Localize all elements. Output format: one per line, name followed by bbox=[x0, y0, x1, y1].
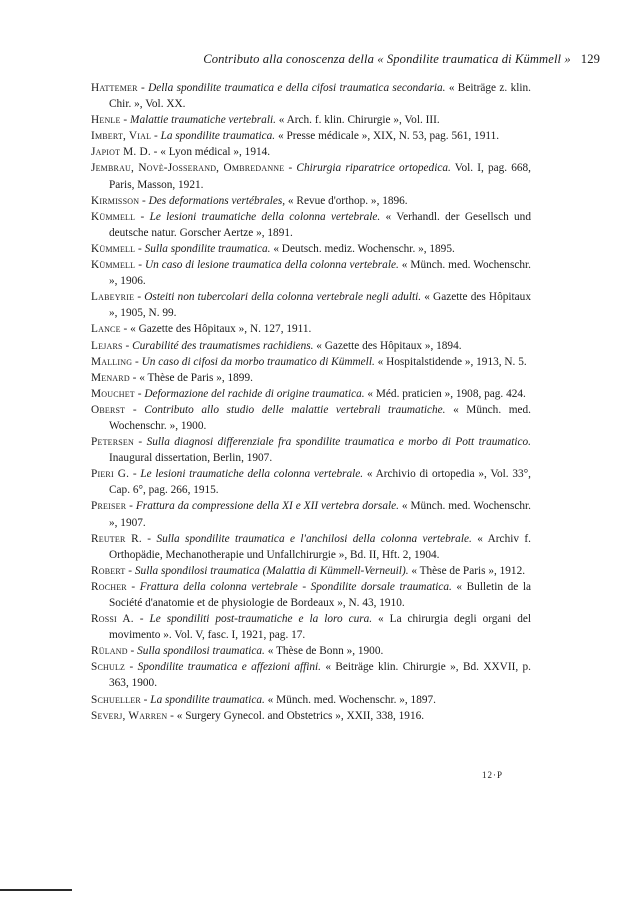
reference-entry bbox=[91, 160, 531, 192]
reference-title: Un caso di lesione traumatica della colonna vertebrale. bbox=[144, 259, 399, 272]
reference-entry bbox=[91, 354, 531, 370]
reference-separator: - bbox=[132, 355, 142, 368]
reference-separator: - bbox=[129, 371, 140, 384]
reference-title: Osteiti non tubercolari della colonna vertebrale negli adulti. bbox=[144, 291, 422, 304]
reference-separator: - bbox=[140, 693, 151, 706]
reference-entry bbox=[91, 386, 531, 402]
reference-separator: - bbox=[141, 532, 157, 545]
signature-mark: 12·P bbox=[482, 770, 504, 780]
reference-source: « Münch. med. Wochenschr. », 1900. bbox=[109, 403, 532, 432]
reference-author: Reuter R. bbox=[91, 532, 142, 545]
reference-source: « Hospitalstidende », 1913, N. 5. bbox=[374, 355, 527, 368]
reference-entry bbox=[91, 402, 531, 434]
reference-source: « Beiträge z. klin. Chir. », Vol. XX. bbox=[109, 82, 532, 111]
reference-title: Curabilité des traumatismes rachidiens. bbox=[132, 339, 314, 352]
reference-source: Inaugural dissertation, Berlin, 1907. bbox=[109, 452, 273, 465]
reference-source: « Gazette des Hôpitaux », 1894. bbox=[313, 339, 462, 352]
reference-entry bbox=[91, 466, 531, 498]
running-header bbox=[0, 52, 600, 67]
reference-source: « Archiv f. Orthopädie, Mechanotherapie und Unfallchirurgie », Bd. II, Hft. 2, 1904. bbox=[109, 532, 531, 561]
reference-source: Vol. I, pag. 668, Paris, Masson, 1921. bbox=[109, 162, 531, 191]
reference-source: « Arch. f. klin. Chirurgie », Vol. III. bbox=[275, 114, 440, 127]
reference-separator: - bbox=[134, 436, 147, 449]
reference-entry bbox=[91, 531, 531, 563]
reference-title: Sulla spondilite traumatica e l'anchilosi della colonna vertebrale. bbox=[156, 532, 472, 545]
reference-entry bbox=[91, 112, 531, 128]
reference-separator: - bbox=[167, 709, 177, 722]
reference-author: Preiser bbox=[91, 500, 127, 513]
reference-source: « Gazette des Hôpitaux », 1905, N. 99. bbox=[109, 291, 531, 320]
page-number: 129 bbox=[580, 52, 600, 66]
reference-author: Pieri G. bbox=[91, 468, 130, 481]
reference-author: Kümmell bbox=[91, 242, 136, 255]
reference-separator: - bbox=[125, 403, 145, 416]
reference-entry bbox=[91, 659, 531, 691]
reference-author: Jembrau, Novè-Josserand, Ombredanne bbox=[91, 162, 285, 175]
reference-entry bbox=[91, 434, 531, 466]
reference-source: « Bulletin de la Société d'anatomie et de physiologie de Bordeaux », N. 43, 1910. bbox=[109, 580, 531, 609]
reference-separator: - bbox=[139, 194, 149, 207]
reference-author: Petersen bbox=[91, 436, 134, 449]
reference-author: Mouchet bbox=[91, 387, 135, 400]
reference-entry bbox=[91, 289, 531, 321]
reference-title: Frattura della colonna vertebrale - Spondilite dorsale traumatica. bbox=[139, 580, 452, 593]
reference-title: La spondilite traumatica. bbox=[160, 130, 276, 143]
reference-separator: - bbox=[134, 387, 145, 400]
reference-title: Sulla spondilosi traumatica (Malattia di Kümmell-Verneuil). bbox=[134, 564, 409, 577]
reference-separator: - bbox=[125, 661, 138, 674]
reference-title: Le lesioni traumatiche della colonna vertebrale. bbox=[149, 210, 381, 223]
reference-separator: - bbox=[135, 259, 145, 272]
reference-author: Hattemer bbox=[91, 82, 138, 94]
reference-title: Le spondiliti post-traumatiche e la loro cura. bbox=[149, 613, 373, 626]
reference-author: Rossi A. bbox=[91, 613, 134, 626]
reference-separator: - bbox=[120, 114, 131, 127]
reference-author: Labeyrie bbox=[91, 291, 135, 304]
reference-entry bbox=[91, 209, 531, 241]
reference-title: Spondilite traumatica e affezioni affini. bbox=[137, 661, 322, 674]
reference-source: « La chirurgia degli organi del movimento ». Vol. V, fasc. I, 1921, pag. 17. bbox=[109, 613, 532, 642]
reference-title: Deformazione del rachide di origine traumatica. bbox=[144, 387, 365, 400]
reference-author: Menard bbox=[91, 371, 130, 384]
reference-source: « Verhandl. der Gesellsch und deutsche natur. Gorscher Aertze », 1891. bbox=[109, 210, 531, 239]
reference-entry bbox=[91, 80, 531, 112]
reference-source: « Surgery Gynecol. and Obstetrics », XXII, 338, 1916. bbox=[176, 709, 425, 722]
reference-source: « Münch. med. Wochenschr. », 1906. bbox=[109, 259, 531, 288]
reference-separator: - bbox=[120, 323, 131, 336]
reference-title: Contributo allo studio delle malattie vertebrali traumatiche. bbox=[144, 403, 446, 416]
reference-source: « Beiträge klin. Chirurgie », Bd. XXVII, p. 363, 1900. bbox=[109, 661, 531, 690]
reference-separator: - bbox=[127, 645, 138, 658]
reference-author: Severj, Warren bbox=[91, 709, 168, 722]
reference-source: « Deutsch. mediz. Wochenschr. », 1895. bbox=[270, 242, 455, 255]
reference-entry bbox=[91, 611, 531, 643]
reference-title: Chirurgia riparatrice ortopedica. bbox=[296, 162, 451, 175]
reference-separator: - bbox=[133, 613, 150, 626]
reference-separator: - bbox=[150, 146, 161, 159]
reference-entry bbox=[91, 498, 531, 530]
reference-source: « Thèse de Bonn », 1900. bbox=[264, 645, 384, 658]
reference-entry bbox=[91, 144, 531, 160]
reference-author: Kümmell bbox=[91, 259, 136, 272]
reference-author: Schueller bbox=[91, 693, 141, 706]
running-title: Contributo alla conoscenza della « Spondilite traumatica di Kümmell » bbox=[203, 52, 571, 66]
reference-source: « Münch. med. Wochenschr. », 1907. bbox=[109, 500, 531, 529]
reference-title: Le lesioni traumatiche della colonna vertebrale. bbox=[140, 468, 364, 481]
reference-title: Della spondilite traumatica e della cifosi traumatica secondaria. bbox=[148, 82, 446, 94]
reference-source: « Gazette des Hôpitaux », N. 127, 1911. bbox=[130, 323, 312, 336]
reference-entry bbox=[91, 193, 531, 209]
reference-source: « Lyon médical », 1914. bbox=[160, 146, 271, 159]
reference-author: Robert bbox=[91, 564, 126, 577]
reference-source: « Münch. med. Wochenschr. », 1897. bbox=[264, 693, 436, 706]
reference-entry bbox=[91, 128, 531, 144]
reference-entry bbox=[91, 338, 531, 354]
reference-entry bbox=[91, 579, 531, 611]
reference-author: Lance bbox=[91, 323, 121, 336]
reference-entry bbox=[91, 563, 531, 579]
reference-title: Sulla spondilosi traumatica. bbox=[137, 645, 265, 658]
reference-author: Kirmisson bbox=[91, 194, 140, 207]
reference-entry bbox=[91, 692, 531, 708]
reference-author: Imbert, Vial bbox=[91, 130, 152, 143]
reference-separator: - bbox=[126, 580, 140, 593]
reference-separator: - bbox=[125, 564, 135, 577]
reference-entry bbox=[91, 257, 531, 289]
reference-entry bbox=[91, 370, 531, 386]
reference-separator: - bbox=[122, 339, 133, 352]
reference-source: « Thèse de Paris », 1899. bbox=[139, 371, 253, 384]
reference-separator: - bbox=[129, 468, 141, 481]
reference-title: Malattie traumatiche vertebrali. bbox=[130, 114, 276, 127]
footer-rule bbox=[0, 889, 72, 891]
reference-source: « Presse médicale », XIX, N. 53, pag. 561, 1911. bbox=[275, 130, 500, 143]
reference-title: Sulla diagnosi differenziale fra spondilite traumatica e morbo di Pott traumatico. bbox=[146, 436, 531, 449]
reference-separator: - bbox=[134, 291, 145, 304]
reference-source: « Thèse de Paris », 1912. bbox=[408, 564, 526, 577]
reference-author: Rocher bbox=[91, 580, 127, 593]
reference-author: Lejars bbox=[91, 339, 123, 352]
reference-separator: - bbox=[126, 500, 136, 513]
reference-author: Rüland bbox=[91, 645, 128, 658]
reference-entry bbox=[91, 708, 531, 724]
reference-title: Sulla spondilite traumatica. bbox=[144, 242, 271, 255]
reference-title: Un caso di cifosi da morbo traumatico di Kümmell. bbox=[141, 355, 375, 368]
reference-title: Frattura da compressione della XI e XII vertebra dorsale. bbox=[135, 500, 399, 513]
reference-source: « Revue d'orthop. », 1896. bbox=[285, 194, 408, 207]
reference-separator: - bbox=[135, 210, 150, 223]
reference-author: Malling bbox=[91, 355, 133, 368]
reference-title: La spondilite traumatica. bbox=[150, 693, 265, 706]
reference-author: Japiot M. D. bbox=[91, 146, 151, 159]
reference-separator: - bbox=[137, 82, 149, 94]
reference-separator: - bbox=[151, 130, 161, 143]
reference-author: Henle bbox=[91, 114, 121, 127]
reference-author: Oberst bbox=[91, 403, 126, 416]
reference-separator: - bbox=[284, 162, 297, 175]
reference-source: « Méd. praticien », 1908, pag. 424. bbox=[364, 387, 526, 400]
reference-source: « Archivio di ortopedia », Vol. 33°, Cap. 6°, pag. 266, 1915. bbox=[109, 468, 531, 497]
reference-separator: - bbox=[135, 242, 145, 255]
reference-author: Kümmell bbox=[91, 210, 136, 223]
reference-title: Des deformations vertébrales, bbox=[148, 194, 286, 207]
bibliography-list bbox=[91, 80, 531, 724]
reference-author: Schulz bbox=[91, 661, 126, 674]
reference-entry bbox=[91, 321, 531, 337]
reference-entry bbox=[91, 643, 531, 659]
reference-entry bbox=[91, 241, 531, 257]
